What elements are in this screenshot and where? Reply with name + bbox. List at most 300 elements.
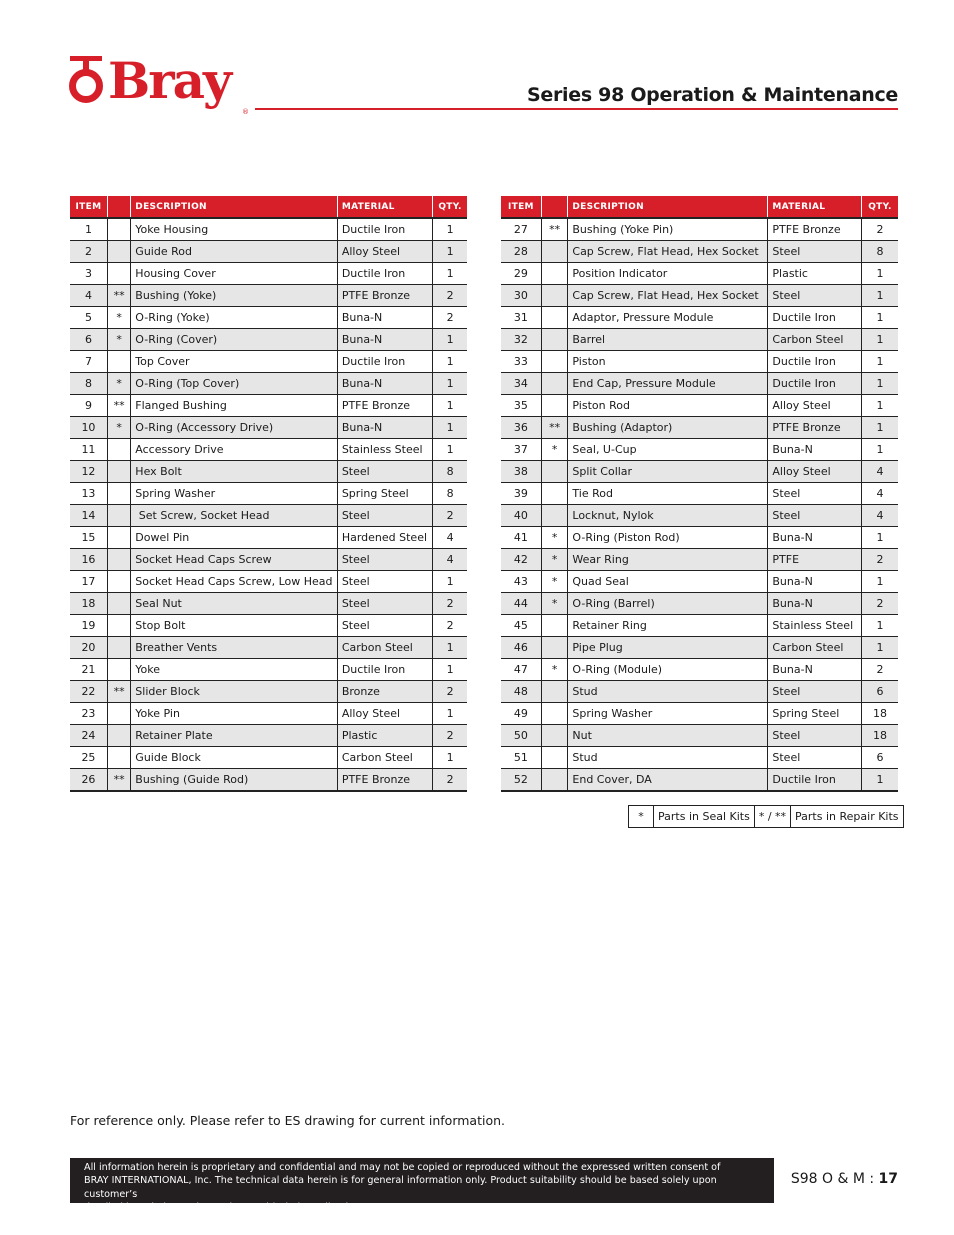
cell-description: Yoke Housing <box>131 218 338 241</box>
cell-kit-mark <box>107 439 130 461</box>
cell-kit-mark: ** <box>541 218 568 241</box>
table-row <box>70 615 467 637</box>
cell-description: Set Screw, Socket Head <box>131 505 338 527</box>
cell-description: Spring Washer <box>568 703 768 725</box>
table-row <box>70 285 467 307</box>
cell-item: 10 <box>70 417 107 439</box>
cell-item: 42 <box>501 549 541 571</box>
cell-material: PTFE <box>768 549 862 571</box>
cell-item: 30 <box>501 285 541 307</box>
cell-kit-mark: * <box>541 549 568 571</box>
cell-description: Spring Washer <box>131 483 338 505</box>
table-row <box>501 549 898 571</box>
cell-item: 9 <box>70 395 107 417</box>
table-row <box>70 329 467 351</box>
cell-description: O-Ring (Cover) <box>131 329 338 351</box>
cell-description: Flanged Bushing <box>131 395 338 417</box>
table-row <box>70 659 467 681</box>
cell-description: Piston Rod <box>568 395 768 417</box>
cell-item: 23 <box>70 703 107 725</box>
cell-kit-mark <box>541 681 568 703</box>
cell-description: Accessory Drive <box>131 439 338 461</box>
cell-description: Piston <box>568 351 768 373</box>
cell-material: Ductile Iron <box>337 263 432 285</box>
cell-description: Wear Ring <box>568 549 768 571</box>
cell-item: 35 <box>501 395 541 417</box>
table-row <box>501 615 898 637</box>
cell-qty: 1 <box>861 527 898 549</box>
col-item-header: ITEM <box>70 196 107 218</box>
cell-qty: 1 <box>861 373 898 395</box>
cell-qty: 1 <box>861 351 898 373</box>
cell-item: 38 <box>501 461 541 483</box>
cell-kit-mark <box>107 218 130 241</box>
cell-material: Spring Steel <box>768 703 862 725</box>
cell-description: O-Ring (Yoke) <box>131 307 338 329</box>
table-row <box>70 527 467 549</box>
cell-kit-mark: * <box>541 659 568 681</box>
cell-qty: 18 <box>861 725 898 747</box>
cell-kit-mark <box>541 241 568 263</box>
cell-kit-mark <box>107 725 130 747</box>
cell-qty: 2 <box>861 549 898 571</box>
cell-description: Position Indicator <box>568 263 768 285</box>
cell-description: Socket Head Caps Screw <box>131 549 338 571</box>
svg-text:Bray: Bray <box>108 52 231 110</box>
cell-description: Stud <box>568 681 768 703</box>
cell-kit-mark <box>541 483 568 505</box>
cell-qty: 8 <box>433 461 467 483</box>
cell-qty: 1 <box>433 439 467 461</box>
cell-kit-mark <box>107 571 130 593</box>
cell-qty: 2 <box>433 593 467 615</box>
cell-kit-mark <box>541 769 568 792</box>
cell-material: Ductile Iron <box>337 351 432 373</box>
cell-description: Locknut, Nylok <box>568 505 768 527</box>
table-row <box>501 703 898 725</box>
cell-material: Steel <box>337 505 432 527</box>
cell-material: Steel <box>337 593 432 615</box>
cell-material: Carbon Steel <box>337 747 432 769</box>
col-mark-header <box>541 196 568 218</box>
cell-kit-mark <box>107 461 130 483</box>
cell-qty: 1 <box>433 637 467 659</box>
cell-kit-mark: * <box>541 527 568 549</box>
cell-qty: 2 <box>861 593 898 615</box>
cell-item: 7 <box>70 351 107 373</box>
cell-description: Housing Cover <box>131 263 338 285</box>
cell-item: 13 <box>70 483 107 505</box>
cell-material: Steel <box>768 285 862 307</box>
table-row <box>70 725 467 747</box>
cell-description: Socket Head Caps Screw, Low Head <box>131 571 338 593</box>
cell-description: Retainer Plate <box>131 725 338 747</box>
cell-qty: 1 <box>861 285 898 307</box>
cell-qty: 1 <box>433 218 467 241</box>
cell-kit-mark <box>541 307 568 329</box>
cell-item: 22 <box>70 681 107 703</box>
cell-kit-mark: ** <box>107 285 130 307</box>
cell-description: Bushing (Yoke Pin) <box>568 218 768 241</box>
cell-kit-mark <box>541 461 568 483</box>
table-row <box>70 505 467 527</box>
cell-item: 46 <box>501 637 541 659</box>
table-row <box>70 218 467 241</box>
table-row <box>70 263 467 285</box>
legend-repair-label: Parts in Repair Kits <box>791 806 904 828</box>
col-description-header: DESCRIPTION <box>131 196 338 218</box>
table-row <box>501 725 898 747</box>
cell-description: Quad Seal <box>568 571 768 593</box>
table-row <box>501 263 898 285</box>
disclaimer-line: detailed knowledge and experience with their application. <box>84 1201 364 1213</box>
cell-material: Ductile Iron <box>337 218 432 241</box>
cell-material: Stainless Steel <box>337 439 432 461</box>
cell-qty: 1 <box>861 329 898 351</box>
cell-material: Spring Steel <box>337 483 432 505</box>
table-row <box>501 593 898 615</box>
cell-qty: 8 <box>433 483 467 505</box>
cell-item: 15 <box>70 527 107 549</box>
page-title: Series 98 Operation & Maintenance <box>527 84 898 106</box>
cell-material: Steel <box>768 747 862 769</box>
cell-description: Adaptor, Pressure Module <box>568 307 768 329</box>
cell-description: Split Collar <box>568 461 768 483</box>
cell-item: 18 <box>70 593 107 615</box>
table-row <box>501 505 898 527</box>
page-number <box>791 1171 898 1187</box>
cell-material: Bronze <box>337 681 432 703</box>
table-row <box>70 747 467 769</box>
cell-item: 48 <box>501 681 541 703</box>
parts-table-left <box>70 196 467 792</box>
cell-kit-mark <box>107 615 130 637</box>
cell-qty: 2 <box>433 505 467 527</box>
cell-material: Buna-N <box>768 593 862 615</box>
cell-kit-mark <box>541 637 568 659</box>
cell-item: 29 <box>501 263 541 285</box>
cell-kit-mark: ** <box>107 681 130 703</box>
cell-item: 16 <box>70 549 107 571</box>
cell-item: 34 <box>501 373 541 395</box>
table-row <box>70 593 467 615</box>
cell-item: 4 <box>70 285 107 307</box>
cell-material: Steel <box>768 725 862 747</box>
cell-qty: 1 <box>433 395 467 417</box>
table-row <box>501 218 898 241</box>
cell-item: 6 <box>70 329 107 351</box>
cell-kit-mark: * <box>107 307 130 329</box>
cell-kit-mark <box>107 505 130 527</box>
cell-qty: 4 <box>861 505 898 527</box>
cell-material: Steel <box>768 505 862 527</box>
cell-material: Carbon Steel <box>337 637 432 659</box>
table-row <box>501 285 898 307</box>
cell-material: Buna-N <box>337 329 432 351</box>
table-row <box>501 483 898 505</box>
cell-qty: 1 <box>433 351 467 373</box>
cell-qty: 1 <box>861 307 898 329</box>
cell-description: Breather Vents <box>131 637 338 659</box>
cell-qty: 1 <box>433 263 467 285</box>
cell-material: Steel <box>337 461 432 483</box>
cell-material: Buna-N <box>768 571 862 593</box>
cell-kit-mark: ** <box>541 417 568 439</box>
table-row <box>70 307 467 329</box>
table-row <box>501 747 898 769</box>
cell-kit-mark <box>541 263 568 285</box>
cell-qty: 6 <box>861 747 898 769</box>
cell-item: 47 <box>501 659 541 681</box>
cell-item: 31 <box>501 307 541 329</box>
cell-kit-mark <box>541 747 568 769</box>
cell-qty: 1 <box>861 263 898 285</box>
table-row <box>70 769 467 792</box>
cell-item: 43 <box>501 571 541 593</box>
cell-item: 11 <box>70 439 107 461</box>
cell-material: Alloy Steel <box>337 241 432 263</box>
cell-material: Plastic <box>768 263 862 285</box>
cell-material: Alloy Steel <box>768 461 862 483</box>
cell-qty: 4 <box>861 483 898 505</box>
cell-material: Ductile Iron <box>768 351 862 373</box>
table-row <box>501 373 898 395</box>
cell-qty: 1 <box>861 417 898 439</box>
cell-kit-mark: * <box>107 329 130 351</box>
cell-description: Cap Screw, Flat Head, Hex Socket <box>568 285 768 307</box>
cell-qty: 2 <box>433 681 467 703</box>
cell-material: Steel <box>337 615 432 637</box>
cell-qty: 2 <box>433 307 467 329</box>
cell-material: Steel <box>337 549 432 571</box>
cell-description: Bushing (Guide Rod) <box>131 769 338 792</box>
cell-kit-mark <box>107 659 130 681</box>
col-mark-header <box>107 196 130 218</box>
cell-qty: 1 <box>433 659 467 681</box>
table-row <box>501 527 898 549</box>
cell-qty: 1 <box>433 571 467 593</box>
table-row <box>70 703 467 725</box>
cell-description: Seal, U-Cup <box>568 439 768 461</box>
parts-table-right <box>501 196 898 792</box>
kit-legend <box>628 805 904 828</box>
table-row <box>501 307 898 329</box>
cell-qty: 1 <box>861 637 898 659</box>
bray-logo <box>68 52 258 116</box>
cell-qty: 1 <box>861 439 898 461</box>
table-row <box>501 395 898 417</box>
cell-item: 40 <box>501 505 541 527</box>
cell-kit-mark <box>541 329 568 351</box>
col-description-header: DESCRIPTION <box>568 196 768 218</box>
cell-qty: 2 <box>433 285 467 307</box>
cell-item: 12 <box>70 461 107 483</box>
table-row <box>501 329 898 351</box>
table-row <box>501 571 898 593</box>
cell-description: Slider Block <box>131 681 338 703</box>
cell-material: Ductile Iron <box>337 659 432 681</box>
cell-qty: 8 <box>861 241 898 263</box>
cell-description: O-Ring (Module) <box>568 659 768 681</box>
table-row <box>70 549 467 571</box>
table-row <box>70 571 467 593</box>
cell-description: Stud <box>568 747 768 769</box>
table-row <box>501 439 898 461</box>
cell-item: 49 <box>501 703 541 725</box>
col-qty-header: QTY. <box>433 196 467 218</box>
table-row <box>70 681 467 703</box>
cell-description: Guide Block <box>131 747 338 769</box>
cell-material: Ductile Iron <box>768 307 862 329</box>
cell-material: PTFE Bronze <box>337 395 432 417</box>
svg-text:®: ® <box>242 108 249 116</box>
cell-description: Yoke <box>131 659 338 681</box>
cell-description: Bushing (Yoke) <box>131 285 338 307</box>
table-row <box>70 483 467 505</box>
cell-kit-mark <box>541 615 568 637</box>
cell-kit-mark <box>107 593 130 615</box>
cell-item: 3 <box>70 263 107 285</box>
cell-kit-mark: * <box>541 571 568 593</box>
cell-description: Top Cover <box>131 351 338 373</box>
cell-material: Stainless Steel <box>768 615 862 637</box>
cell-qty: 4 <box>433 527 467 549</box>
cell-description: O-Ring (Accessory Drive) <box>131 417 338 439</box>
cell-description: Seal Nut <box>131 593 338 615</box>
cell-item: 26 <box>70 769 107 792</box>
cell-description: Bushing (Adaptor) <box>568 417 768 439</box>
cell-material: Buna-N <box>768 527 862 549</box>
table-row <box>501 637 898 659</box>
cell-qty: 1 <box>433 417 467 439</box>
cell-item: 14 <box>70 505 107 527</box>
cell-item: 52 <box>501 769 541 792</box>
table-header-row <box>70 196 467 218</box>
cell-qty: 1 <box>433 703 467 725</box>
table-header-row <box>501 196 898 218</box>
cell-kit-mark: * <box>107 373 130 395</box>
cell-kit-mark: ** <box>107 769 130 792</box>
table-row <box>501 351 898 373</box>
cell-material: Ductile Iron <box>768 373 862 395</box>
legend-seal-symbol: * <box>629 806 654 828</box>
table-row <box>70 461 467 483</box>
cell-item: 51 <box>501 747 541 769</box>
cell-material: Buna-N <box>768 659 862 681</box>
disclaimer-line: All information herein is proprietary and confidential and may not be copied or reproduced without the expressed written consent of <box>84 1162 721 1173</box>
table-row <box>501 461 898 483</box>
cell-item: 19 <box>70 615 107 637</box>
table-row <box>70 637 467 659</box>
cell-material: PTFE Bronze <box>337 285 432 307</box>
cell-item: 36 <box>501 417 541 439</box>
cell-description: Retainer Ring <box>568 615 768 637</box>
cell-description: Dowel Pin <box>131 527 338 549</box>
table-row <box>70 241 467 263</box>
cell-kit-mark <box>107 241 130 263</box>
cell-item: 44 <box>501 593 541 615</box>
cell-description: Nut <box>568 725 768 747</box>
cell-qty: 2 <box>433 725 467 747</box>
cell-material: Carbon Steel <box>768 637 862 659</box>
cell-item: 21 <box>70 659 107 681</box>
cell-kit-mark <box>107 747 130 769</box>
cell-qty: 1 <box>433 241 467 263</box>
cell-qty: 2 <box>861 659 898 681</box>
cell-description: End Cap, Pressure Module <box>568 373 768 395</box>
cell-item: 27 <box>501 218 541 241</box>
cell-kit-mark: * <box>107 417 130 439</box>
cell-material: Ductile Iron <box>768 769 862 792</box>
legend-seal-label: Parts in Seal Kits <box>654 806 755 828</box>
table-row <box>501 417 898 439</box>
cell-material: Steel <box>768 483 862 505</box>
cell-item: 1 <box>70 218 107 241</box>
cell-kit-mark <box>541 505 568 527</box>
cell-item: 33 <box>501 351 541 373</box>
cell-kit-mark <box>541 395 568 417</box>
cell-qty: 1 <box>433 747 467 769</box>
page-number-value: 17 <box>878 1171 898 1187</box>
col-material-header: MATERIAL <box>768 196 862 218</box>
table-row <box>501 659 898 681</box>
cell-qty: 2 <box>861 218 898 241</box>
cell-material: Buna-N <box>337 307 432 329</box>
cell-material: Alloy Steel <box>337 703 432 725</box>
cell-description: Guide Rod <box>131 241 338 263</box>
cell-qty: 1 <box>861 571 898 593</box>
legend-repair-symbol: * / ** <box>754 806 790 828</box>
cell-kit-mark <box>541 373 568 395</box>
cell-description: O-Ring (Barrel) <box>568 593 768 615</box>
reference-note: For reference only. Please refer to ES drawing for current information. <box>70 1113 505 1128</box>
cell-item: 41 <box>501 527 541 549</box>
cell-kit-mark <box>107 637 130 659</box>
cell-description: O-Ring (Top Cover) <box>131 373 338 395</box>
cell-description: End Cover, DA <box>568 769 768 792</box>
header-rule <box>255 108 898 110</box>
cell-qty: 6 <box>861 681 898 703</box>
cell-item: 17 <box>70 571 107 593</box>
table-row <box>501 241 898 263</box>
cell-kit-mark <box>107 263 130 285</box>
cell-material: Steel <box>337 571 432 593</box>
table-row <box>70 351 467 373</box>
cell-item: 28 <box>501 241 541 263</box>
col-item-header: ITEM <box>501 196 541 218</box>
table-row <box>70 395 467 417</box>
table-row <box>70 417 467 439</box>
cell-item: 45 <box>501 615 541 637</box>
cell-qty: 1 <box>433 373 467 395</box>
cell-item: 20 <box>70 637 107 659</box>
cell-qty: 1 <box>861 615 898 637</box>
cell-material: Steel <box>768 241 862 263</box>
col-material-header: MATERIAL <box>337 196 432 218</box>
cell-material: PTFE Bronze <box>768 218 862 241</box>
cell-qty: 1 <box>861 769 898 792</box>
cell-qty: 4 <box>433 549 467 571</box>
cell-kit-mark: * <box>541 593 568 615</box>
cell-description: Stop Bolt <box>131 615 338 637</box>
cell-item: 24 <box>70 725 107 747</box>
cell-material: Buna-N <box>768 439 862 461</box>
disclaimer-box <box>70 1158 774 1213</box>
cell-kit-mark: * <box>541 439 568 461</box>
cell-description: Barrel <box>568 329 768 351</box>
cell-kit-mark <box>107 527 130 549</box>
cell-kit-mark <box>541 725 568 747</box>
